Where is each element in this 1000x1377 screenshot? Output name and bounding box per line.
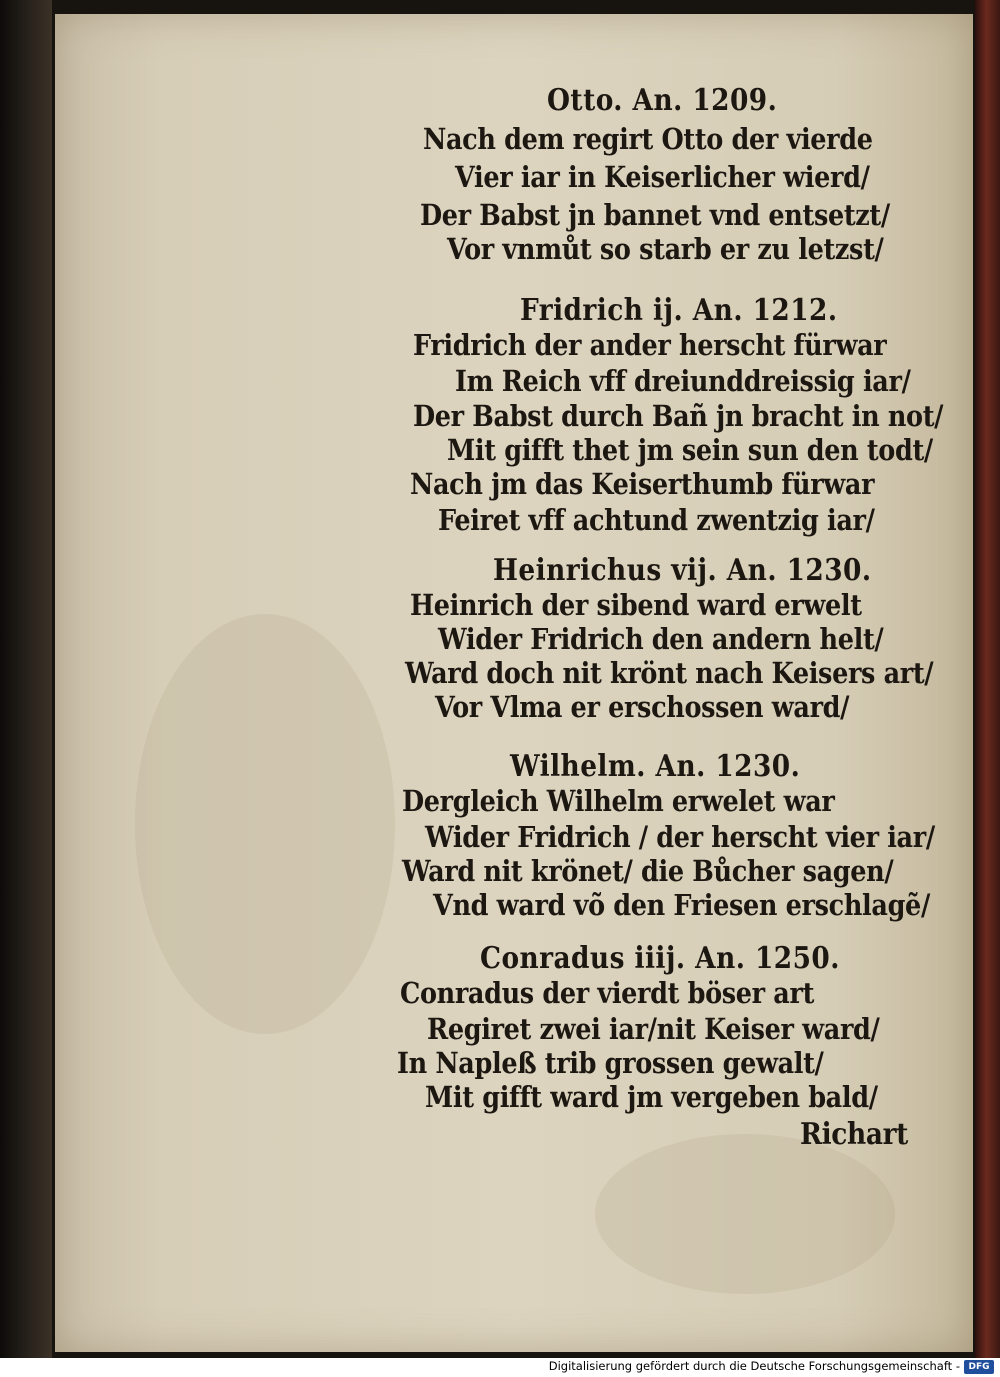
footer-bar: [0, 1358, 1000, 1377]
verse-line: Vnd ward võ den Friesen erschlagẽ/: [433, 888, 930, 922]
binding-shadow: [0, 0, 52, 1358]
verse-line: Der Babst durch Bañ jn bracht in not/: [413, 399, 944, 433]
book-page: [55, 14, 973, 1352]
verse-line: Der Babst jn bannet vnd entsetzt/: [420, 198, 890, 232]
stanza-heading-otto: Otto. An. 1209.: [547, 83, 778, 118]
verse-line: Heinrich der sibend ward erwelt: [410, 588, 862, 622]
verse-line: Mit gifft ward jm vergeben bald/: [425, 1080, 878, 1114]
stanza-heading-wilhelm: Wilhelm. An. 1230.: [510, 749, 801, 784]
stanza-heading-fridrich: Fridrich ij. An. 1212.: [520, 293, 838, 328]
verse-line: Ward nit krönet/ die Bůcher sagen/: [402, 854, 894, 888]
verse-line: Vor vnmůt so starb er zu letzst/: [447, 232, 884, 266]
verse-line: Vier iar in Keiserlicher wierd/: [455, 160, 870, 194]
funding-attribution-link[interactable]: Digitalisierung gefördert durch die Deutsche Forschungsgemeinschaft -: [548, 1359, 960, 1373]
verse-line: Conradus der vierdt böser art: [400, 976, 815, 1010]
verse-line: Vor Vlma er erschossen ward/: [435, 690, 850, 724]
verse-line: Regiret zwei iar/nit Keiser ward/: [427, 1012, 880, 1046]
catchword: Richart: [800, 1117, 908, 1152]
verse-line: In Napleß trib grossen gewalt/: [397, 1046, 824, 1080]
verse-line: Nach dem regirt Otto der vierde: [423, 122, 873, 156]
dfg-logo[interactable]: DFG: [964, 1360, 994, 1374]
verse-line: Fridrich der ander herscht fürwar: [413, 328, 887, 362]
stanza-heading-conradus: Conradus iiij. An. 1250.: [480, 941, 840, 976]
verse-line: Im Reich vff dreiunddreissig iar/: [455, 364, 911, 398]
verse-line: Dergleich Wilhelm erwelet war: [402, 784, 835, 818]
book-cover-edge: [975, 0, 1000, 1358]
verse-line: Ward doch nit krönt nach Keisers art/: [405, 656, 934, 690]
paper-stain: [135, 614, 395, 1034]
verse-line: Wider Fridrich / der herscht vier iar/: [425, 820, 935, 854]
paper-stain: [595, 1134, 895, 1294]
verse-line: Feiret vff achtund zwentzig iar/: [438, 503, 875, 537]
stanza-heading-heinrichus: Heinrichus vij. An. 1230.: [493, 553, 872, 588]
verse-line: Nach jm das Keiserthumb fürwar: [410, 467, 875, 501]
verse-line: Mit gifft thet jm sein sun den todt/: [447, 433, 933, 467]
verse-line: Wider Fridrich den andern helt/: [438, 622, 884, 656]
